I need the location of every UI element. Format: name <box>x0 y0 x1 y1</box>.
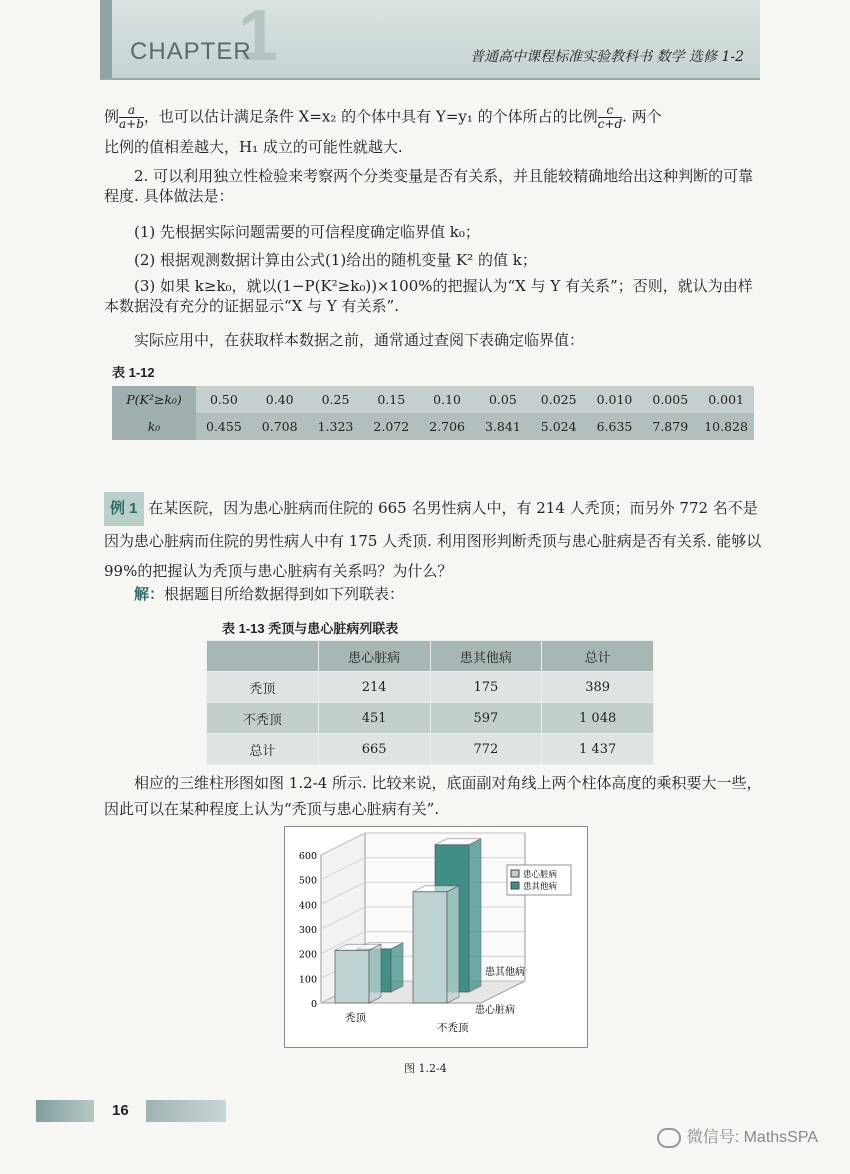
table-cell: 0.25 <box>308 386 364 413</box>
table-row <box>207 734 654 765</box>
table-row <box>112 413 754 440</box>
text-run: 例 <box>104 107 120 126</box>
table-cell: 451 <box>318 703 430 734</box>
text-run: . 两个 <box>622 107 662 126</box>
footer-decoration <box>146 1100 226 1122</box>
table-cell: 10.828 <box>698 413 754 440</box>
bar-front <box>413 892 447 1003</box>
contingency-table <box>206 640 654 765</box>
header-tab <box>100 0 112 78</box>
table-cell: 0.10 <box>419 386 475 413</box>
critical-value-table <box>112 386 754 440</box>
table-cell: 秃顶 <box>207 672 319 703</box>
bar-chart-figure <box>284 826 588 1048</box>
example-text: 在某医院，因为患心脏病而住院的 665 名男性病人中，有 214 人秃顶；而另外 772 名不是因为患心脏病而住院的男性病人中有 175 人秃顶. 利用图形判断秃顶与患心脏病是否有关系. 能够以 99%的把握认为秃顶与患心脏病有关系吗？为什么？ <box>104 499 762 580</box>
y-tick-label: 100 <box>298 974 317 986</box>
table-cell: 2.072 <box>363 413 419 440</box>
column-header: 总计 <box>542 641 654 672</box>
chapter-number: 1 <box>238 0 279 76</box>
column-header <box>207 641 319 672</box>
fraction-den: c+d <box>597 117 623 131</box>
y-tick-label: 0 <box>310 999 317 1010</box>
paragraph-3: (1) 先根据实际问题需要的可信程度确定临界值 k₀； <box>134 223 480 241</box>
solution-line <box>104 584 764 604</box>
table-cell: 0.15 <box>363 386 419 413</box>
x-category-label: 不秃顶 <box>437 1022 469 1034</box>
paragraph-2: 2. 可以利用独立性检验来考察两个分类变量是否有关系，并且能较精确地给出这种判断的可靠程度. 具体做法是： <box>104 167 754 205</box>
table-cell: 214 <box>318 672 430 703</box>
depth-label: 患其他病 <box>485 967 525 978</box>
table-cell: 1 437 <box>542 734 654 765</box>
legend-label: 患心脏病 <box>523 870 558 880</box>
table-cell: 665 <box>318 734 430 765</box>
table-cell: 7.879 <box>642 413 698 440</box>
chapter-label: CHAPTER <box>130 38 252 65</box>
fraction-c <box>598 104 622 131</box>
paragraph-1 <box>104 104 764 157</box>
table-cell: 1.323 <box>308 413 364 440</box>
example-1 <box>104 492 764 586</box>
table-cell: 0.010 <box>587 386 643 413</box>
column-header: 患心脏病 <box>318 641 430 672</box>
y-tick-label: 600 <box>298 851 317 862</box>
example-badge: 例 1 <box>104 492 144 526</box>
legend-swatch <box>511 870 519 877</box>
depth-label: 患心脏病 <box>475 1005 515 1016</box>
table-cell: 0.50 <box>196 386 252 413</box>
table-cell: 6.635 <box>587 413 643 440</box>
footer-decoration <box>36 1100 94 1122</box>
bar-chart <box>285 827 587 1047</box>
paragraph-6: 实际应用中，在获取样本数据之前，通常通过查阅下表确定临界值： <box>134 331 585 349</box>
watermark-text: 微信号: MathsSPA <box>686 1129 818 1146</box>
y-tick-label: 200 <box>298 949 317 961</box>
table-cell: 175 <box>430 672 542 703</box>
fraction-den: a+b <box>119 117 144 131</box>
bar-front <box>335 950 369 1003</box>
paragraph-after-table: 相应的三维柱形图如图 1.2-4 所示. 比较来说，底面副对角线上两个柱体高度的乘积要大一些，因此可以在某种程度上认为“秃顶与患心脏病有关”. <box>104 774 762 818</box>
row-header: P(K²≥k₀) <box>112 386 196 413</box>
paragraph-5: (3) 如果 k≥k₀，就以(1−P(K²≥k₀))×100%的把握认为“X 与 Y 有关系”；否则，就认为由样本数据没有充分的证据显示“X 与 Y 有关系”. <box>104 277 753 315</box>
table-cell: 0.05 <box>475 386 531 413</box>
table-cell: 0.001 <box>698 386 754 413</box>
bar-side <box>469 839 481 992</box>
solution-text: 根据题目所给数据得到如下列联表： <box>164 585 405 603</box>
book-title: 普通高中课程标准实验教科书 数学 选修 1-2 <box>470 49 744 65</box>
table-cell: 389 <box>542 672 654 703</box>
table-row <box>207 703 654 734</box>
text-run: ，也可以估计满足条件 X=x₂ 的个体中具有 Y=y₁ 的个体所占的比例 <box>143 107 598 126</box>
page-number: 16 <box>112 1102 129 1119</box>
paragraph-4: (2) 根据观测数据计算由公式(1)给出的随机变量 K² 的值 k； <box>134 251 537 269</box>
table-13-caption: 表 1-13 秃顶与患心脏病列联表 <box>222 621 399 636</box>
table-cell: 0.455 <box>196 413 252 440</box>
table-cell: 不秃顶 <box>207 703 319 734</box>
table-row <box>207 672 654 703</box>
table-cell: 0.708 <box>252 413 308 440</box>
bar-side <box>391 943 403 992</box>
bar-side <box>447 886 459 1003</box>
y-tick-label: 500 <box>298 875 317 887</box>
x-category-label: 秃顶 <box>345 1012 366 1024</box>
fraction-num: a <box>119 104 144 118</box>
column-header: 患其他病 <box>430 641 542 672</box>
table-cell: 0.025 <box>531 386 587 413</box>
table-cell: 1 048 <box>542 703 654 734</box>
legend-label: 患其他病 <box>523 882 558 892</box>
fraction-a <box>119 104 144 131</box>
page-header <box>100 0 760 80</box>
y-tick-label: 400 <box>298 900 317 912</box>
table-cell: 2.706 <box>419 413 475 440</box>
solution-label: 解： <box>134 585 165 603</box>
y-tick-label: 300 <box>298 925 317 936</box>
table-12-caption: 表 1-12 <box>112 365 155 380</box>
table-cell: 5.024 <box>531 413 587 440</box>
fraction-num: c <box>598 104 622 118</box>
table-cell: 0.40 <box>252 386 308 413</box>
table-cell: 3.841 <box>475 413 531 440</box>
table-cell: 772 <box>430 734 542 765</box>
bar-side <box>369 944 381 1003</box>
table-cell: 总计 <box>207 734 319 765</box>
table-cell: 0.005 <box>642 386 698 413</box>
table-cell: 597 <box>430 703 542 734</box>
text-line: 比例的值相差越大，H₁ 成立的可能性就越大. <box>104 138 403 156</box>
legend-swatch <box>511 882 519 889</box>
row-header: k₀ <box>112 413 196 440</box>
figure-caption: 图 1.2-4 <box>404 1062 447 1075</box>
table-row <box>112 386 754 413</box>
table-header-row <box>207 641 654 672</box>
watermark <box>657 1124 818 1148</box>
wechat-icon <box>657 1128 681 1148</box>
